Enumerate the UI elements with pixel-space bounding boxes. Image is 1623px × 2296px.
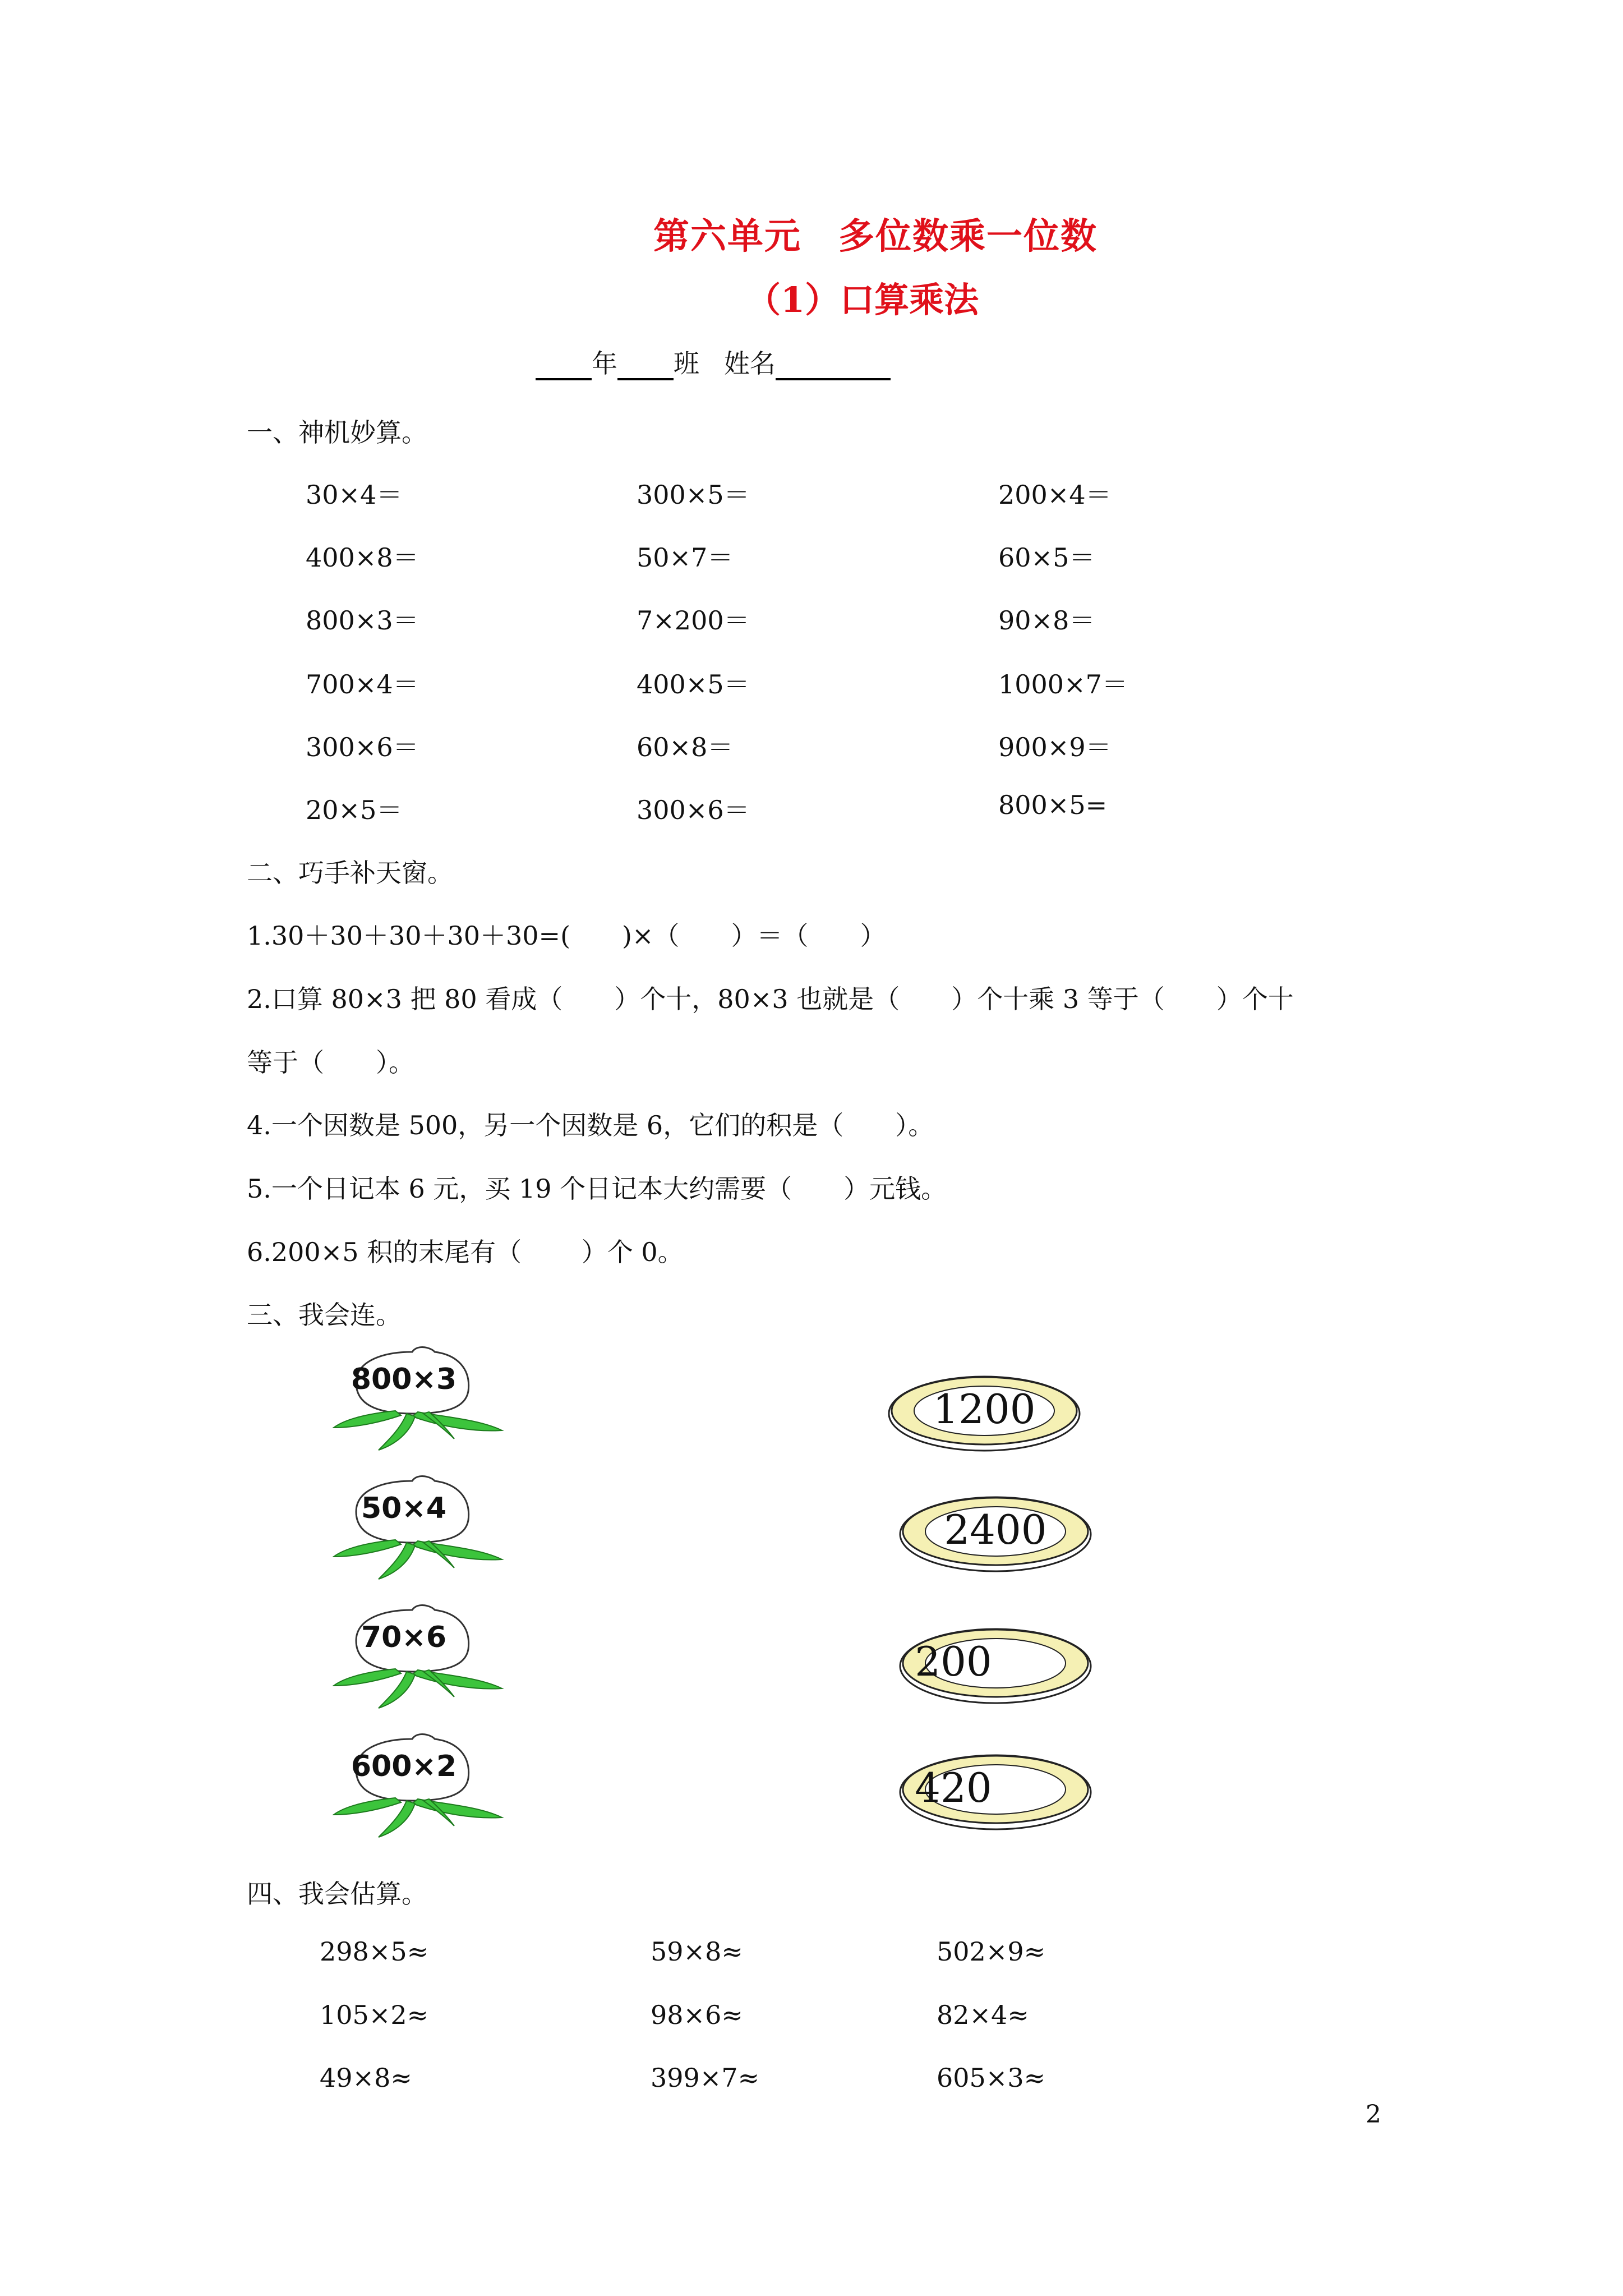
class-blank[interactable] — [617, 349, 674, 380]
estimate-item: 399×7≈ — [651, 2063, 760, 2093]
estimate-item: 502×9≈ — [937, 1936, 1046, 1967]
calc-item: 400×8＝ — [306, 542, 419, 573]
fill-question-1: 1.30＋30＋30＋30＋30=( )×（ ）＝（ ） — [247, 921, 886, 951]
fill-question-6: 6.200×5 积的末尾有（ ）个 0。 — [247, 1237, 684, 1267]
fill-question-2-cont: 等于（ ）。 — [247, 1047, 414, 1078]
plate-value: 2400 — [944, 1506, 1047, 1553]
calc-item: 60×5＝ — [998, 542, 1095, 573]
calc-item: 90×8＝ — [998, 605, 1095, 636]
calc-item: 30×4＝ — [306, 480, 403, 510]
peach-icon — [334, 1343, 513, 1456]
peach-icon — [334, 1473, 513, 1585]
peach-expression: 800×3 — [351, 1363, 457, 1396]
peach-expression: 50×4 — [361, 1492, 447, 1525]
page-number: 2 — [1366, 2100, 1381, 2129]
calc-item: 400×5＝ — [637, 669, 750, 700]
peach-card[interactable] — [334, 1731, 513, 1843]
estimate-item: 105×2≈ — [320, 2000, 429, 2030]
estimate-item: 82×4≈ — [937, 2000, 1029, 2030]
calc-item: 300×6＝ — [637, 795, 750, 825]
fill-question-2: 2.口算 80×3 把 80 看成（ ）个十，80×3 也就是（ ）个十乘 3 等于（ ）个十 — [247, 984, 1294, 1014]
plate-card[interactable] — [897, 1489, 1094, 1573]
student-info-line — [536, 343, 891, 380]
peach-card[interactable] — [334, 1602, 513, 1714]
fill-question-4: 4.一个因数是 500，另一个因数是 6，它们的积是（ ）。 — [247, 1110, 934, 1140]
section2-heading: 二、巧手补天窗。 — [247, 858, 453, 888]
page-subtitle: （1）口算乘法 — [746, 279, 979, 320]
calc-item: 7×200＝ — [637, 605, 750, 636]
plate-value: 1200 — [933, 1386, 1036, 1433]
plate-value: 420 — [915, 1764, 992, 1811]
peach-card[interactable] — [334, 1343, 513, 1456]
fill-question-5: 5.一个日记本 6 元，买 19 个日记本大约需要（ ）元钱。 — [247, 1174, 947, 1204]
calc-item: 200×4＝ — [998, 480, 1112, 510]
calc-item: 300×6＝ — [306, 732, 419, 762]
estimate-item: 298×5≈ — [320, 1936, 429, 1967]
estimate-item: 49×8≈ — [320, 2063, 412, 2093]
plate-card[interactable] — [897, 1747, 1094, 1832]
peach-icon — [334, 1602, 513, 1714]
calc-item: 60×8＝ — [637, 732, 734, 762]
plate-value: 200 — [915, 1638, 992, 1685]
plate-card[interactable] — [897, 1621, 1094, 1705]
grade-label: 年 — [592, 348, 617, 379]
peach-expression: 600×2 — [351, 1750, 457, 1783]
grade-blank[interactable] — [536, 349, 592, 380]
class-label: 班 — [674, 348, 699, 379]
calc-item: 800×5= — [998, 790, 1108, 820]
section3-heading: 三、我会连。 — [247, 1300, 402, 1330]
peach-expression: 70×6 — [361, 1621, 447, 1654]
name-label: 姓名 — [723, 348, 776, 379]
name-blank[interactable] — [776, 349, 891, 380]
peach-card[interactable] — [334, 1473, 513, 1585]
calc-item: 1000×7＝ — [998, 669, 1128, 700]
page-title: 第六单元 多位数乘一位数 — [653, 215, 1098, 257]
section1-heading: 一、神机妙算。 — [247, 417, 427, 448]
estimate-item: 605×3≈ — [937, 2063, 1046, 2093]
calc-item: 20×5＝ — [306, 795, 403, 825]
peach-icon — [334, 1731, 513, 1843]
plate-card[interactable] — [886, 1369, 1082, 1453]
calc-item: 900×9＝ — [998, 732, 1112, 762]
calc-item: 700×4＝ — [306, 669, 419, 700]
calc-item: 50×7＝ — [637, 542, 734, 573]
estimate-item: 98×6≈ — [651, 2000, 743, 2030]
section4-heading: 四、我会估算。 — [247, 1879, 427, 1909]
calc-item: 300×5＝ — [637, 480, 750, 510]
estimate-item: 59×8≈ — [651, 1936, 743, 1967]
calc-item: 800×3＝ — [306, 605, 419, 636]
